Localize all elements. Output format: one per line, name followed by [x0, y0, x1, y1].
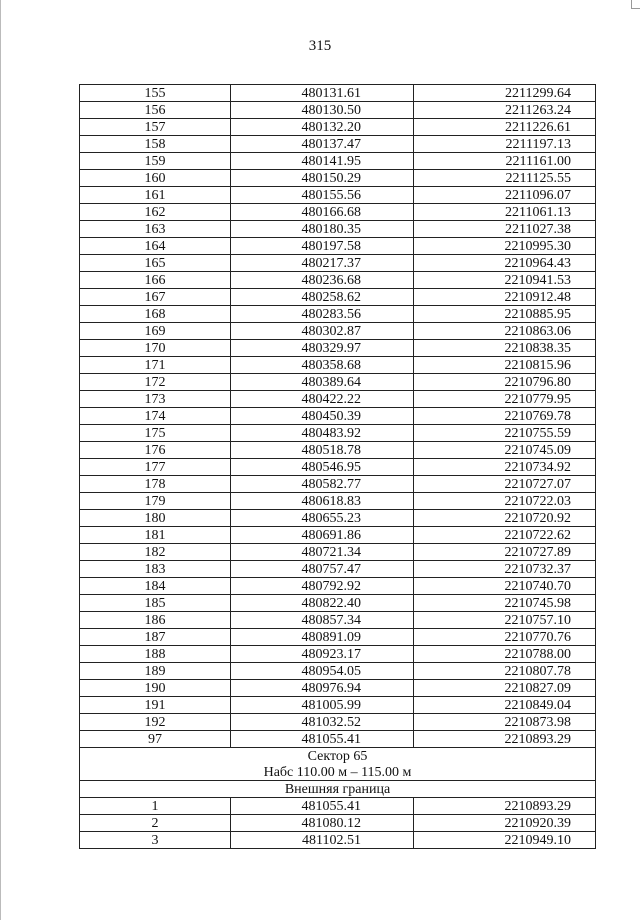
table-row — [80, 731, 596, 748]
point-number: 1 — [80, 798, 231, 815]
table-row — [80, 527, 596, 544]
table-row — [80, 510, 596, 527]
x-coordinate: 480302.87 — [231, 323, 414, 340]
point-number: 162 — [80, 204, 231, 221]
point-number: 184 — [80, 578, 231, 595]
table-row — [80, 714, 596, 731]
table-row — [80, 340, 596, 357]
x-coordinate: 480389.64 — [231, 374, 414, 391]
y-coordinate: 2211096.07 — [414, 187, 596, 204]
boundary-label: Внешняя граница — [80, 781, 596, 798]
y-coordinate: 2210740.70 — [414, 578, 596, 595]
point-number: 186 — [80, 612, 231, 629]
y-coordinate: 2210720.92 — [414, 510, 596, 527]
y-coordinate: 2210745.09 — [414, 442, 596, 459]
y-coordinate: 2210722.62 — [414, 527, 596, 544]
x-coordinate: 480582.77 — [231, 476, 414, 493]
x-coordinate: 480132.20 — [231, 119, 414, 136]
point-number: 155 — [80, 85, 231, 102]
x-coordinate: 481102.51 — [231, 832, 414, 849]
table-row — [80, 646, 596, 663]
point-number: 158 — [80, 136, 231, 153]
point-number: 177 — [80, 459, 231, 476]
point-number: 160 — [80, 170, 231, 187]
x-coordinate: 481005.99 — [231, 697, 414, 714]
x-coordinate: 480757.47 — [231, 561, 414, 578]
point-number: 174 — [80, 408, 231, 425]
y-coordinate: 2210964.43 — [414, 255, 596, 272]
x-coordinate: 480358.68 — [231, 357, 414, 374]
point-number: 185 — [80, 595, 231, 612]
table-row — [80, 561, 596, 578]
point-number: 170 — [80, 340, 231, 357]
x-coordinate: 480976.94 — [231, 680, 414, 697]
y-coordinate: 2210807.78 — [414, 663, 596, 680]
point-number: 182 — [80, 544, 231, 561]
point-number: 180 — [80, 510, 231, 527]
y-coordinate: 2210722.03 — [414, 493, 596, 510]
sector-header-row — [80, 748, 596, 765]
table-row — [80, 832, 596, 849]
x-coordinate: 480857.34 — [231, 612, 414, 629]
y-coordinate: 2211197.13 — [414, 136, 596, 153]
x-coordinate: 481080.12 — [231, 815, 414, 832]
point-number: 168 — [80, 306, 231, 323]
x-coordinate: 480217.37 — [231, 255, 414, 272]
point-number: 187 — [80, 629, 231, 646]
x-coordinate: 480483.92 — [231, 425, 414, 442]
x-coordinate: 480141.95 — [231, 153, 414, 170]
table-row — [80, 187, 596, 204]
y-coordinate: 2210745.98 — [414, 595, 596, 612]
x-coordinate: 480891.09 — [231, 629, 414, 646]
point-number: 97 — [80, 731, 231, 748]
table-row — [80, 170, 596, 187]
point-number: 192 — [80, 714, 231, 731]
x-coordinate: 480236.68 — [231, 272, 414, 289]
x-coordinate: 480150.29 — [231, 170, 414, 187]
table-row — [80, 680, 596, 697]
table-row — [80, 374, 596, 391]
coordinates-rows — [80, 85, 596, 748]
point-number: 159 — [80, 153, 231, 170]
x-coordinate: 481055.41 — [231, 798, 414, 815]
point-number: 176 — [80, 442, 231, 459]
sector-title: Сектор 65 — [80, 748, 596, 765]
x-coordinate: 480258.62 — [231, 289, 414, 306]
point-number: 190 — [80, 680, 231, 697]
point-number: 3 — [80, 832, 231, 849]
y-coordinate: 2210727.07 — [414, 476, 596, 493]
x-coordinate: 480618.83 — [231, 493, 414, 510]
x-coordinate: 480131.61 — [231, 85, 414, 102]
y-coordinate: 2211299.64 — [414, 85, 596, 102]
table-row — [80, 153, 596, 170]
x-coordinate: 480197.58 — [231, 238, 414, 255]
table-row — [80, 238, 596, 255]
point-number: 166 — [80, 272, 231, 289]
y-coordinate: 2210727.89 — [414, 544, 596, 561]
sector-height-row — [80, 764, 596, 781]
point-number: 157 — [80, 119, 231, 136]
x-coordinate: 480546.95 — [231, 459, 414, 476]
x-coordinate: 480518.78 — [231, 442, 414, 459]
y-coordinate: 2210827.09 — [414, 680, 596, 697]
scan-edge — [0, 0, 1, 920]
x-coordinate: 480130.50 — [231, 102, 414, 119]
table-row — [80, 272, 596, 289]
table-row — [80, 798, 596, 815]
x-coordinate: 481032.52 — [231, 714, 414, 731]
coordinates-table — [79, 84, 596, 849]
y-coordinate: 2210838.35 — [414, 340, 596, 357]
point-number: 175 — [80, 425, 231, 442]
table-row — [80, 544, 596, 561]
y-coordinate: 2210732.37 — [414, 561, 596, 578]
table-row — [80, 578, 596, 595]
y-coordinate: 2211027.38 — [414, 221, 596, 238]
sector-coordinates-rows — [80, 798, 596, 849]
y-coordinate: 2210893.29 — [414, 731, 596, 748]
table-row — [80, 663, 596, 680]
point-number: 172 — [80, 374, 231, 391]
x-coordinate: 480954.05 — [231, 663, 414, 680]
y-coordinate: 2211263.24 — [414, 102, 596, 119]
x-coordinate: 481055.41 — [231, 731, 414, 748]
point-number: 173 — [80, 391, 231, 408]
table-row — [80, 119, 596, 136]
table-row — [80, 442, 596, 459]
point-number: 169 — [80, 323, 231, 340]
table-row — [80, 204, 596, 221]
point-number: 181 — [80, 527, 231, 544]
table-row — [80, 289, 596, 306]
x-coordinate: 480822.40 — [231, 595, 414, 612]
y-coordinate: 2210815.96 — [414, 357, 596, 374]
y-coordinate: 2210769.78 — [414, 408, 596, 425]
y-coordinate: 2210770.76 — [414, 629, 596, 646]
y-coordinate: 2211161.00 — [414, 153, 596, 170]
x-coordinate: 480137.47 — [231, 136, 414, 153]
y-coordinate: 2210885.95 — [414, 306, 596, 323]
table-row — [80, 255, 596, 272]
table-row — [80, 493, 596, 510]
table-row — [80, 357, 596, 374]
table-row — [80, 595, 596, 612]
x-coordinate: 480655.23 — [231, 510, 414, 527]
x-coordinate: 480329.97 — [231, 340, 414, 357]
y-coordinate: 2210912.48 — [414, 289, 596, 306]
y-coordinate: 2210995.30 — [414, 238, 596, 255]
y-coordinate: 2210849.04 — [414, 697, 596, 714]
y-coordinate: 2211061.13 — [414, 204, 596, 221]
table-row — [80, 408, 596, 425]
x-coordinate: 480422.22 — [231, 391, 414, 408]
point-number: 188 — [80, 646, 231, 663]
point-number: 167 — [80, 289, 231, 306]
sector-height-range: Набс 110.00 м – 115.00 м — [80, 764, 596, 781]
y-coordinate: 2210920.39 — [414, 815, 596, 832]
y-coordinate: 2210734.92 — [414, 459, 596, 476]
point-number: 171 — [80, 357, 231, 374]
point-number: 161 — [80, 187, 231, 204]
y-coordinate: 2210941.53 — [414, 272, 596, 289]
table-row — [80, 815, 596, 832]
point-number: 2 — [80, 815, 231, 832]
table-row — [80, 629, 596, 646]
point-number: 164 — [80, 238, 231, 255]
y-coordinate: 2210949.10 — [414, 832, 596, 849]
point-number: 191 — [80, 697, 231, 714]
corner-fold — [631, 0, 640, 9]
page-number: 315 — [308, 38, 332, 54]
table-row — [80, 697, 596, 714]
table-row — [80, 136, 596, 153]
table-row — [80, 306, 596, 323]
x-coordinate: 480283.56 — [231, 306, 414, 323]
y-coordinate: 2210788.00 — [414, 646, 596, 663]
y-coordinate: 2210873.98 — [414, 714, 596, 731]
y-coordinate: 2210863.06 — [414, 323, 596, 340]
y-coordinate: 2211226.61 — [414, 119, 596, 136]
sector-header — [80, 748, 596, 798]
table-row — [80, 459, 596, 476]
y-coordinate: 2210796.80 — [414, 374, 596, 391]
table-row — [80, 391, 596, 408]
table-row — [80, 323, 596, 340]
y-coordinate: 2210779.95 — [414, 391, 596, 408]
point-number: 163 — [80, 221, 231, 238]
boundary-row — [80, 781, 596, 798]
point-number: 156 — [80, 102, 231, 119]
x-coordinate: 480923.17 — [231, 646, 414, 663]
x-coordinate: 480792.92 — [231, 578, 414, 595]
x-coordinate: 480691.86 — [231, 527, 414, 544]
x-coordinate: 480166.68 — [231, 204, 414, 221]
x-coordinate: 480155.56 — [231, 187, 414, 204]
y-coordinate: 2211125.55 — [414, 170, 596, 187]
table-row — [80, 612, 596, 629]
x-coordinate: 480180.35 — [231, 221, 414, 238]
y-coordinate: 2210893.29 — [414, 798, 596, 815]
table-row — [80, 476, 596, 493]
table-row — [80, 221, 596, 238]
point-number: 189 — [80, 663, 231, 680]
point-number: 165 — [80, 255, 231, 272]
table-row — [80, 102, 596, 119]
point-number: 179 — [80, 493, 231, 510]
y-coordinate: 2210755.59 — [414, 425, 596, 442]
point-number: 178 — [80, 476, 231, 493]
table-row — [80, 85, 596, 102]
x-coordinate: 480721.34 — [231, 544, 414, 561]
table-row — [80, 425, 596, 442]
x-coordinate: 480450.39 — [231, 408, 414, 425]
y-coordinate: 2210757.10 — [414, 612, 596, 629]
point-number: 183 — [80, 561, 231, 578]
